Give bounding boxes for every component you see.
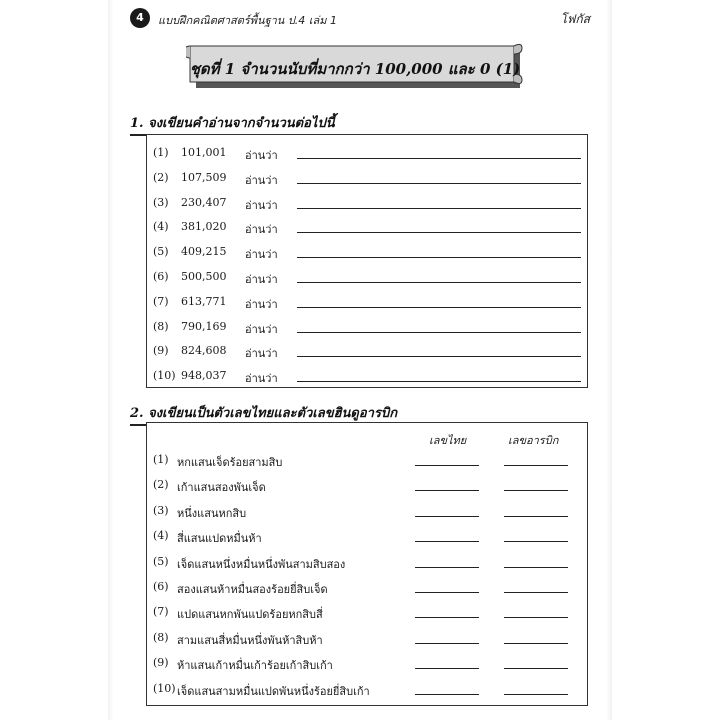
read-label: อ่านว่า <box>245 297 278 311</box>
write-row <box>147 650 587 675</box>
row-index: (10) <box>153 369 176 383</box>
row-number: 790,169 <box>181 319 227 333</box>
read-row <box>147 190 587 215</box>
row-number: 824,608 <box>181 344 227 358</box>
read-row <box>147 165 587 190</box>
row-words: สามแสนสี่หมื่นหนึ่งพันห้าสิบห้า <box>177 633 323 647</box>
row-index: (10) <box>153 681 176 695</box>
row-number: 948,037 <box>181 369 227 383</box>
read-label: อ่านว่า <box>245 198 278 212</box>
row-index: (1) <box>153 146 169 159</box>
answer-line[interactable] <box>297 381 581 382</box>
read-label: อ่านว่า <box>245 372 278 386</box>
thai-answer-line[interactable] <box>415 490 479 491</box>
row-index: (6) <box>153 270 169 283</box>
write-row <box>147 599 587 624</box>
thai-answer-line[interactable] <box>415 694 479 695</box>
thai-answer-line[interactable] <box>415 465 479 466</box>
arabic-answer-line[interactable] <box>504 516 568 517</box>
thai-answer-line[interactable] <box>415 643 479 644</box>
set-title-banner <box>186 42 524 92</box>
row-index: (9) <box>153 656 169 670</box>
row-words: เจ็ดแสนหนึ่งหมื่นหนึ่งพันสามสิบสอง <box>177 557 346 571</box>
read-row <box>147 314 587 339</box>
row-number: 500,500 <box>181 270 227 283</box>
row-index: (7) <box>153 605 169 619</box>
row-index: (5) <box>153 554 169 568</box>
row-index: (2) <box>153 170 169 184</box>
write-row <box>147 472 587 497</box>
read-row <box>147 140 587 165</box>
arabic-answer-line[interactable] <box>504 567 568 568</box>
read-row <box>147 214 587 239</box>
row-words: สี่แสนแปดหมื่นห้า <box>177 532 262 546</box>
arabic-answer-line[interactable] <box>504 668 568 669</box>
publisher-name: โฟกัส <box>560 12 590 26</box>
thai-answer-line[interactable] <box>415 541 479 542</box>
row-words: หนึ่งแสนหกสิบ <box>177 506 247 520</box>
row-number: 409,215 <box>181 245 227 259</box>
row-index: (4) <box>153 529 169 543</box>
read-row <box>147 289 587 314</box>
write-row <box>147 523 587 548</box>
thai-answer-line[interactable] <box>415 617 479 618</box>
read-label: อ่านว่า <box>245 149 278 162</box>
write-row <box>147 574 587 599</box>
answer-line[interactable] <box>297 257 581 258</box>
row-index: (1) <box>153 453 169 466</box>
row-number: 107,509 <box>181 170 227 184</box>
row-index: (3) <box>153 503 169 517</box>
set-title: ชุดที่ 1 จำนวนนับที่มากกว่า 100,000 และ 0 (1) <box>189 60 521 78</box>
write-row <box>147 447 587 472</box>
answer-line[interactable] <box>297 208 581 209</box>
read-number-box <box>146 134 588 388</box>
row-index: (8) <box>153 319 169 333</box>
row-number: 613,771 <box>181 294 227 308</box>
row-words: เก้าแสนสองพันเจ็ด <box>177 481 266 495</box>
section-1-title-text: 1. จงเขียนคำอ่านจากจำนวนต่อไปนี้ <box>130 116 335 131</box>
thai-answer-line[interactable] <box>415 592 479 593</box>
row-index: (8) <box>153 630 169 644</box>
answer-line[interactable] <box>297 307 581 308</box>
arabic-answer-line[interactable] <box>504 490 568 491</box>
read-label: อ่านว่า <box>245 273 278 286</box>
row-index: (5) <box>153 245 169 259</box>
thai-answer-line[interactable] <box>415 567 479 568</box>
row-number: 230,407 <box>181 195 227 209</box>
arabic-answer-line[interactable] <box>504 541 568 542</box>
read-row <box>147 338 587 363</box>
row-words: แปดแสนหกพันแปดร้อยหกสิบสี่ <box>177 608 323 622</box>
arabic-answer-line[interactable] <box>504 694 568 695</box>
section-2-title-text: 2. จงเขียนเป็นตัวเลขไทยและตัวเลขฮินดูอารบิก <box>130 406 398 421</box>
row-words: หกแสนเจ็ดร้อยสามสิบ <box>177 456 283 469</box>
answer-line[interactable] <box>297 356 581 357</box>
arabic-answer-line[interactable] <box>504 617 568 618</box>
write-number-box <box>146 422 588 706</box>
answer-line[interactable] <box>297 282 581 283</box>
thai-answer-line[interactable] <box>415 668 479 669</box>
answer-line[interactable] <box>297 232 581 233</box>
answer-line[interactable] <box>297 332 581 333</box>
read-row <box>147 264 587 289</box>
arabic-answer-line[interactable] <box>504 643 568 644</box>
read-label: อ่านว่า <box>245 223 278 237</box>
read-row <box>147 239 587 264</box>
read-label: อ่านว่า <box>245 248 278 262</box>
write-row <box>147 676 587 701</box>
row-words: ห้าแสนเก้าหมื่นเก้าร้อยเก้าสิบเก้า <box>177 659 333 673</box>
answer-line[interactable] <box>297 158 581 159</box>
read-label: อ่านว่า <box>245 322 278 336</box>
page-number-badge: 4 <box>130 8 150 28</box>
section-1-title <box>130 112 335 136</box>
row-words: สองแสนห้าหมื่นสองร้อยยี่สิบเจ็ด <box>177 583 328 596</box>
row-index: (7) <box>153 294 169 308</box>
row-words: เจ็ดแสนสามหมื่นแปดพันหนึ่งร้อยยี่สิบเก้า <box>177 684 370 698</box>
write-row <box>147 549 587 574</box>
column-arabic-numerals: เลขอารบิก <box>508 434 559 447</box>
arabic-answer-line[interactable] <box>504 592 568 593</box>
row-number: 381,020 <box>181 220 227 234</box>
write-row <box>147 625 587 650</box>
page-header <box>130 6 590 30</box>
row-index: (3) <box>153 195 169 209</box>
book-title: แบบฝึกคณิตศาสตร์พื้นฐาน ป.4 เล่ม 1 <box>158 14 338 27</box>
row-index: (2) <box>153 478 169 492</box>
row-index: (4) <box>153 220 169 234</box>
row-index: (9) <box>153 344 169 358</box>
write-row <box>147 498 587 523</box>
thai-answer-line[interactable] <box>415 516 479 517</box>
read-row <box>147 363 587 388</box>
answer-line[interactable] <box>297 183 581 184</box>
row-index: (6) <box>153 580 169 593</box>
column-thai-numerals: เลขไทย <box>429 434 467 447</box>
read-label: อ่านว่า <box>245 347 278 361</box>
arabic-answer-line[interactable] <box>504 465 568 466</box>
read-label: อ่านว่า <box>245 173 278 187</box>
row-number: 101,001 <box>181 146 227 159</box>
